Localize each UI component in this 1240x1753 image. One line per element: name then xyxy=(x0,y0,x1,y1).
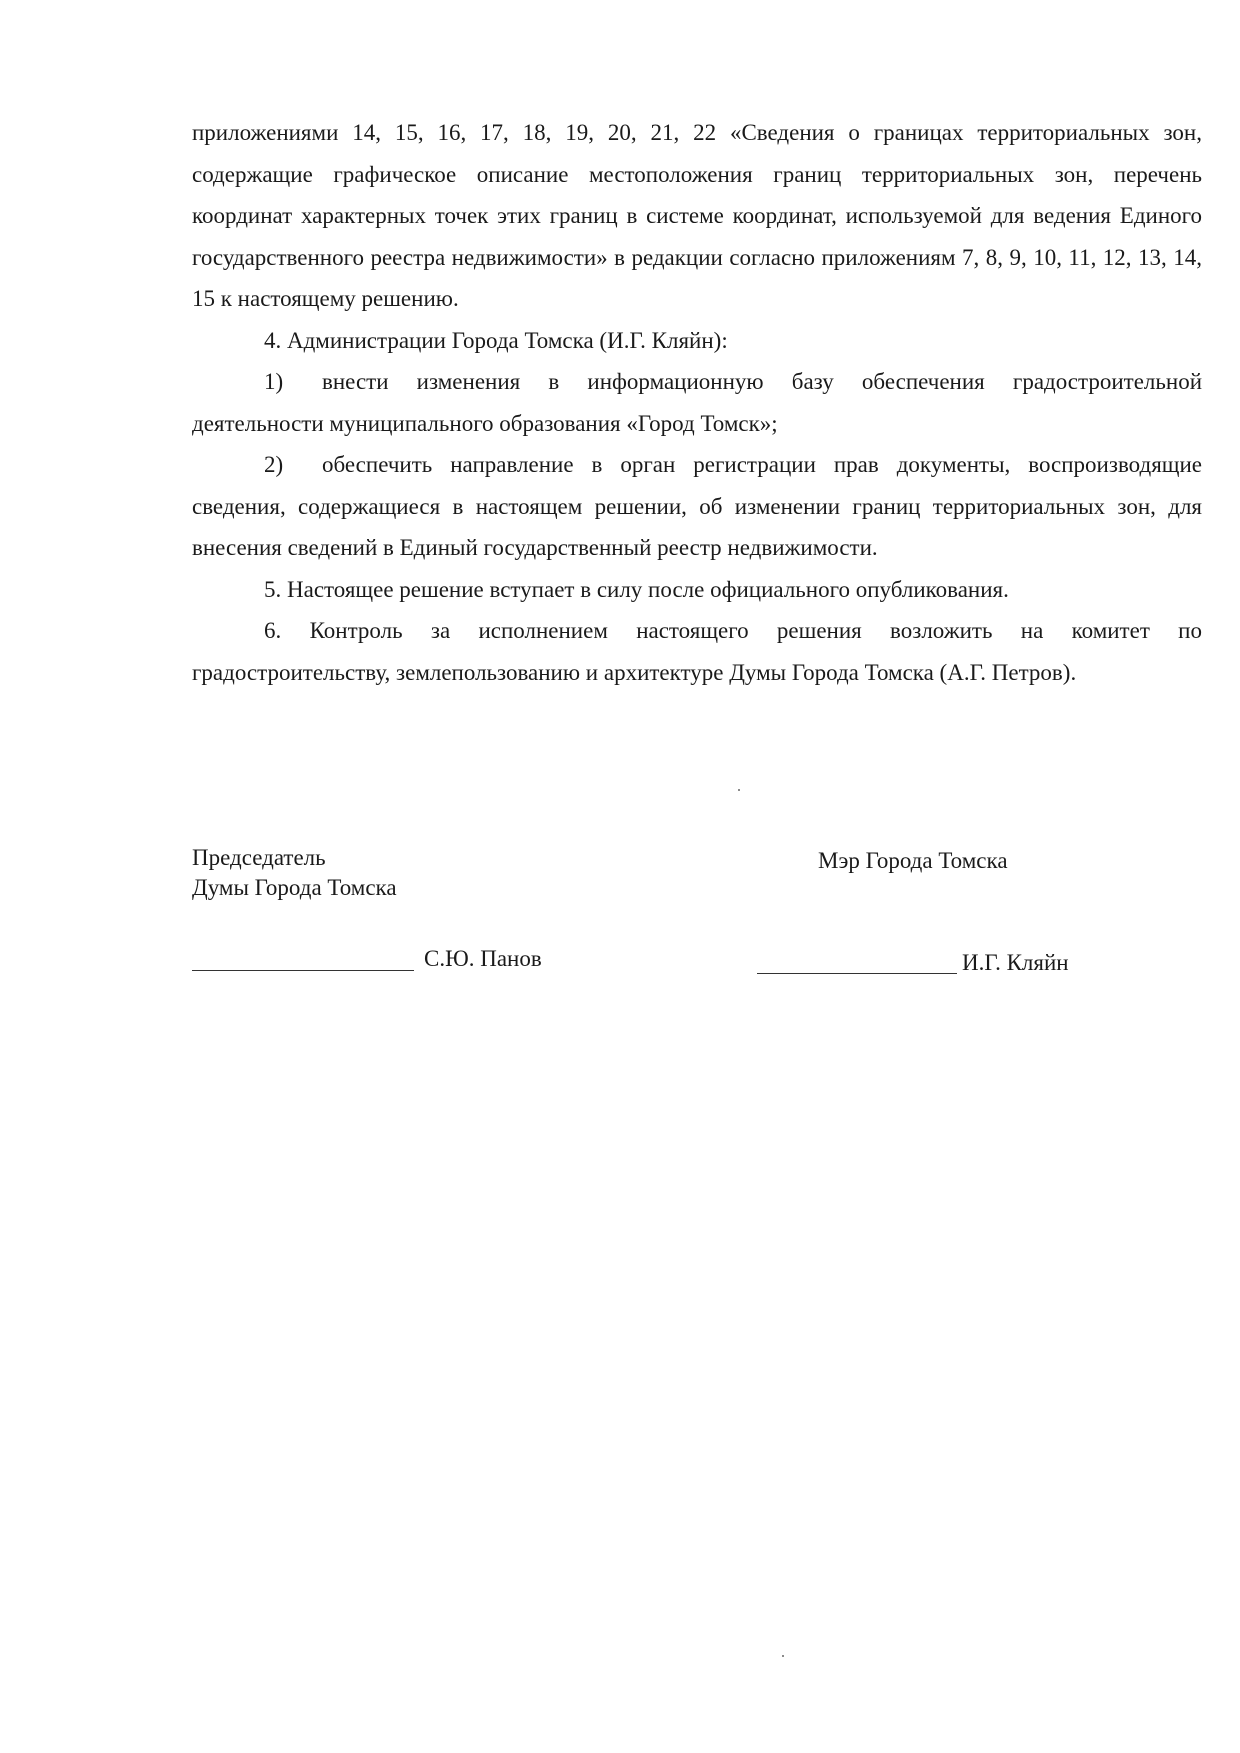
list-item-2 xyxy=(192,444,1202,569)
list-item-2-text: обеспечить направление в орган регистрации прав документы, воспроизводящие сведения, содержащиеся в настоящем решении, об изменении границ территориальных зон, для внесения сведений в Единый государственный реестр недвижимости. xyxy=(192,452,1202,560)
paragraph-6: 6. Контроль за исполнением настоящего решения возложить на комитет по градостроительству, землепользованию и архитектуре Думы Города Томска (А.Г. Петров). xyxy=(192,618,1202,685)
document-body xyxy=(192,112,1202,693)
signature-right-title: Мэр Города Томска xyxy=(818,848,1008,873)
list-item-1-text: внести изменения в информационную базу обеспечения градостроительной деятельности муниципального образования «Город Томск»; xyxy=(192,369,1202,436)
signature-left-name: С.Ю. Панов xyxy=(424,946,542,971)
list-item-1-number: 1) xyxy=(264,369,284,394)
signature-line-left xyxy=(192,970,414,971)
list-item-2-number: 2) xyxy=(264,452,284,477)
paragraph-5: 5. Настоящее решение вступает в силу после официального опубликования. xyxy=(264,576,1009,602)
scan-speck xyxy=(738,789,740,791)
signature-left-title-line-1: Председатель xyxy=(192,845,326,870)
paragraph-continuation: приложениями 14, 15, 16, 17, 18, 19, 20, 21, 22 «Сведения о границах территориальных зон, содержащие графическое описание местоположения границ территориальных зон, перечень координат характерных точек этих границ в системе координат, используемой для ведения Единого государственного реестра недвижимости» в редакции согласно приложениям 7, 8, 9, 10, 11, 12, 13, 14, 15 к настоящему решению. xyxy=(192,120,1202,311)
paragraph-4: 4. Администрации Города Томска (И.Г. Кляйн): xyxy=(264,327,728,353)
list-item-1 xyxy=(192,361,1202,444)
scan-speck xyxy=(782,1655,784,1657)
signature-left-title xyxy=(192,843,397,903)
signature-left-title-line-2: Думы Города Томска xyxy=(192,875,397,900)
signature-line-right xyxy=(757,973,957,974)
signature-right-name: И.Г. Кляйн xyxy=(962,950,1069,975)
